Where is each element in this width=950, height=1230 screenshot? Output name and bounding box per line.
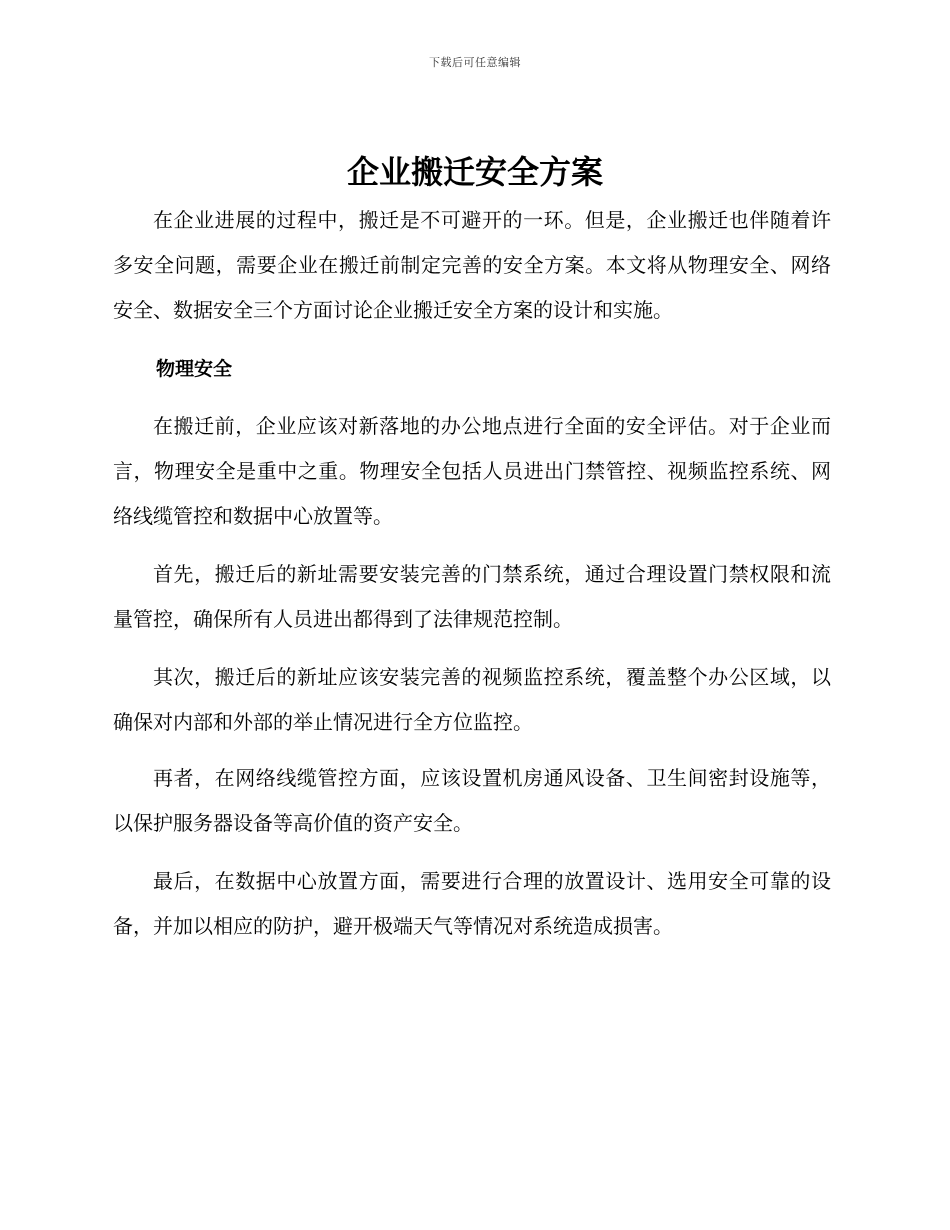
paragraph-cable-management: 再者，在网络线缆管控方面，应该设置机房通风设备、卫生间密封设施等，以保护服务器设备等高价值的资产安全。 [113, 766, 831, 835]
document-title: 企业搬迁安全方案 [346, 153, 603, 191]
paragraph-access-control: 首先，搬迁后的新址需要安装完善的门禁系统，通过合理设置门禁权限和流量管控，确保所有人员进出都得到了法律规范控制。 [113, 562, 831, 631]
section-heading-physical-security: 物理安全 [156, 358, 233, 380]
page-header: 下载后可任意编辑 [429, 56, 521, 69]
intro-paragraph: 在企业进展的过程中，搬迁是不可避开的一环。但是，企业搬迁也伴随着许多安全问题，需要企业在搬迁前制定完善的安全方案。本文将从物理安全、网络安全、数据安全三个方面讨论企业搬迁安全方案的设计和实施。 [113, 208, 831, 322]
paragraph-video-surveillance: 其次，搬迁后的新址应该安装完善的视频监控系统，覆盖整个办公区域，以确保对内部和外部的举止情况进行全方位监控。 [113, 665, 831, 734]
paragraph-data-center: 最后，在数据中心放置方面，需要进行合理的放置设计、选用安全可靠的设备，并加以相应的防护，避开极端天气等情况对系统造成损害。 [113, 869, 831, 938]
paragraph-assessment: 在搬迁前，企业应该对新落地的办公地点进行全面的安全评估。对于企业而言，物理安全是重中之重。物理安全包括人员进出门禁管控、视频监控系统、网络线缆管控和数据中心放置等。 [113, 414, 831, 528]
